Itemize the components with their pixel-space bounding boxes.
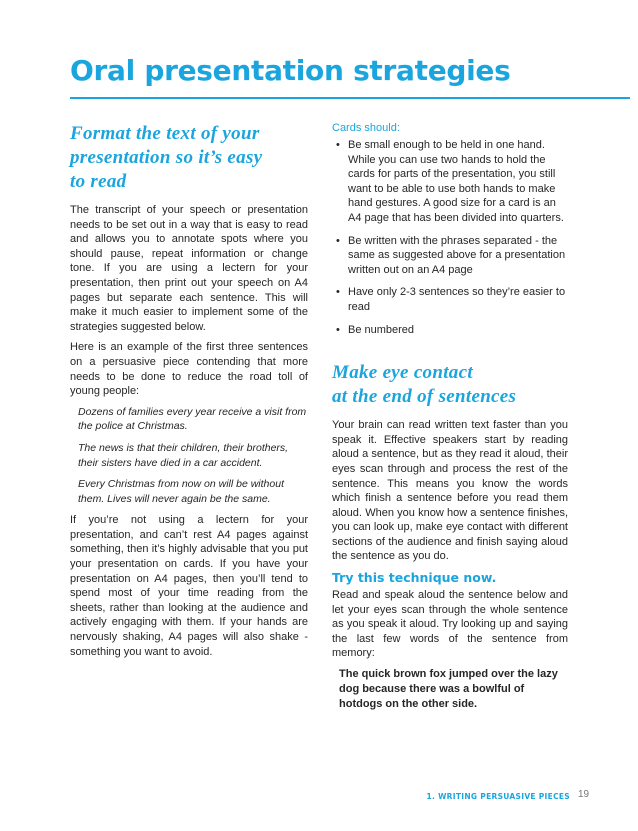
example-quotes xyxy=(70,405,308,507)
right-column xyxy=(332,122,568,711)
heading-line: Format the text of your xyxy=(70,123,260,144)
cards-list xyxy=(332,138,568,337)
paragraph: Here is an example of the first three sentences on a persuasive piece contending that more needs to be done to reduce the road toll of young people: xyxy=(70,341,308,398)
title-divider xyxy=(70,97,630,99)
heading-line: presentation so it’s easy xyxy=(70,147,263,168)
quote: Every Christmas from now on will be without them. Lives will never again be the same. xyxy=(78,478,284,505)
page-number: 19 xyxy=(578,789,590,800)
list-item xyxy=(336,323,568,338)
bullet-icon: • xyxy=(336,323,340,336)
list-item xyxy=(336,138,568,226)
heading-line: at the end of sentences xyxy=(332,386,517,408)
quote: Dozens of families every year receive a visit from the police at Christmas. xyxy=(78,405,307,433)
list-item xyxy=(336,285,568,314)
section-heading-format xyxy=(70,122,308,194)
list-item-text: Be written with the phrases separated - the same as suggested above for a presentation written out on an A4 page xyxy=(348,234,566,276)
bullet-icon: • xyxy=(336,286,340,299)
try-technique-heading: Try this technique now. xyxy=(332,570,497,586)
cards-label: Cards should: xyxy=(332,122,400,134)
footer-section-label: 1. WRITING PERSUASIVE PIECES xyxy=(426,792,570,801)
quote: The news is that their children, their brothers, their sisters have died in a car accident. xyxy=(78,441,289,469)
heading-line: to read xyxy=(70,171,127,192)
list-item xyxy=(336,234,568,278)
paragraph: Read and speak aloud the sentence below and let your eyes scan through the whole sentence as you speak it aloud. Try looking up and saying the last few words of the sentence from memory: xyxy=(332,589,568,660)
paragraph: Your brain can read written text faster than you speak it. Effective speakers start by reading aloud a sentence, but as they read it aloud, their eyes scan through and process the rest of the sentence. This means you know the words which finish a sentence before you read them aloud. When you know how a sentence finishes, you can look up, make eye contact with different sections of the audience and finish saying aloud the sentence as you do. xyxy=(332,419,568,563)
bullet-icon: • xyxy=(336,139,340,151)
left-column xyxy=(70,122,308,665)
bullet-icon: • xyxy=(336,234,340,247)
section-heading-eye-contact xyxy=(332,361,568,409)
list-item-text: Have only 2-3 sentences so they’re easier to read xyxy=(348,286,566,313)
list-item-text: Be numbered xyxy=(348,323,415,336)
heading-line: Make eye contact xyxy=(332,362,473,384)
page-title: Oral presentation strategies xyxy=(70,54,511,87)
paragraph: If you’re not using a lectern for your presentation, and can’t rest A4 pages against something, then it’s highly advisable that you put your presentation on cards. If you have your presentation on A4 pages, then you’ll tend to spend most of your time reading from the sheets, rather than looking at the audience and actively engaging with them. If your hands are nervously shaking, A4 pages will also shake - something you want to avoid. xyxy=(70,514,308,658)
list-item-text: Be small enough to be held in one hand. While you can use two hands to hold the cards for parts of the presentation, you still want to be able to use both hands to make hand gestures. A good size for a card is an A4 page that has been divided into quarters. xyxy=(348,139,564,224)
paragraph: The transcript of your speech or presentation needs to be set out in a way that is easy to read and allows you to annotate spots where you should pause, repeat information or change tone. If you are using a lectern for your presentation, then print out your speech on A4 pages but separate each sentence. This will make it much easier to implement some of the strategies suggested below. xyxy=(70,204,308,333)
example-sentence: The quick brown fox jumped over the lazy dog because there was a bowlful of hotdogs on the other side. xyxy=(339,668,558,710)
